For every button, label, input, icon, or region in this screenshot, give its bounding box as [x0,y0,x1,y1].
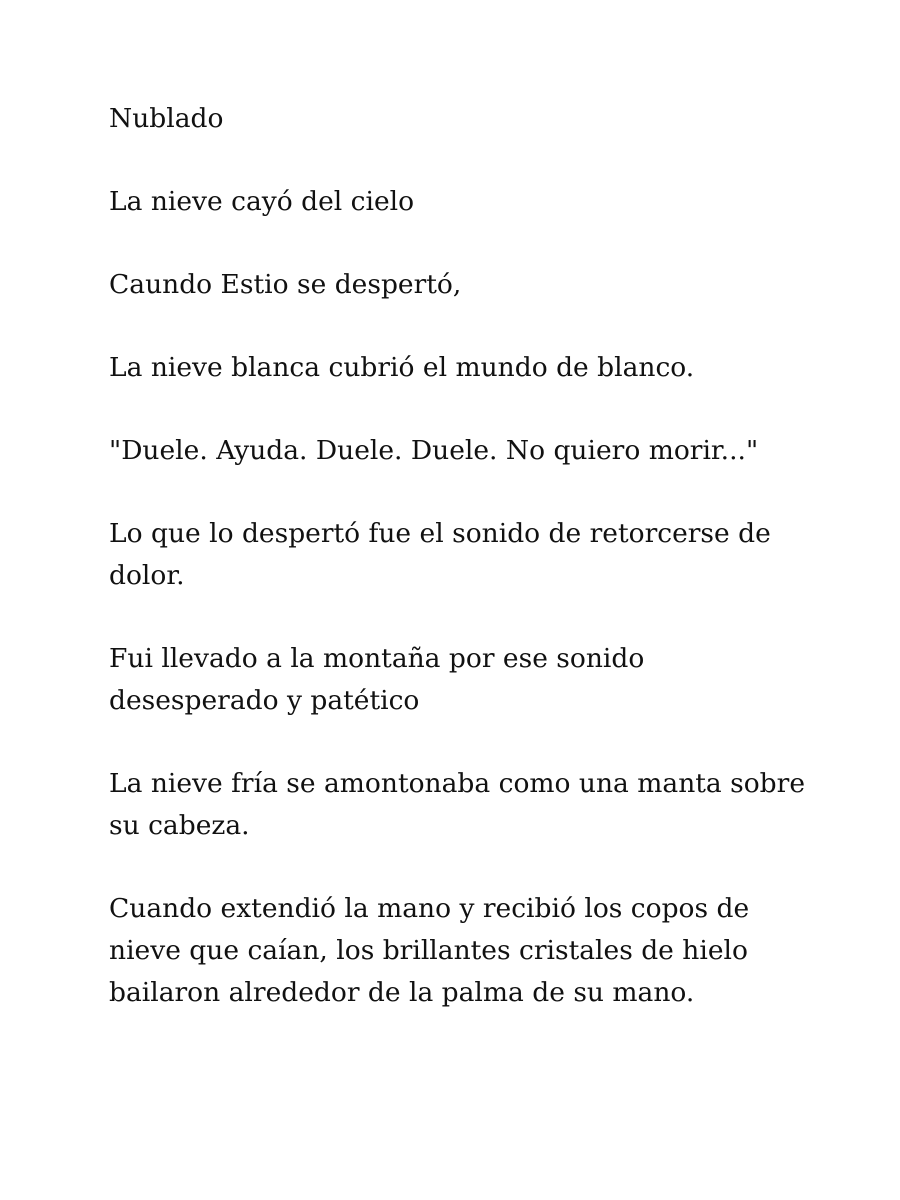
paragraph: Lo que lo despertó fue el sonido de retorcerse de dolor. [109,518,771,591]
paragraph-title: Nublado [109,103,224,134]
paragraph: La nieve blanca cubrió el mundo de blanco. [109,352,695,383]
document-body [109,98,809,1055]
paragraph: La nieve fría se amontonaba como una manta sobre su cabeza. [109,768,806,841]
paragraph: Cuando extendió la mano y recibió los copos de nieve que caían, los brillantes cristales de hielo bailaron alrededor de la palma de su mano. [109,893,750,1008]
paragraph: La nieve cayó del cielo [109,186,415,217]
paragraph: Fui llevado a la montaña por ese sonido desesperado y patético [109,643,645,716]
paragraph: Caundo Estio se despertó, [109,269,462,300]
paragraph: "Duele. Ayuda. Duele. Duele. No quiero morir..." [109,435,759,466]
